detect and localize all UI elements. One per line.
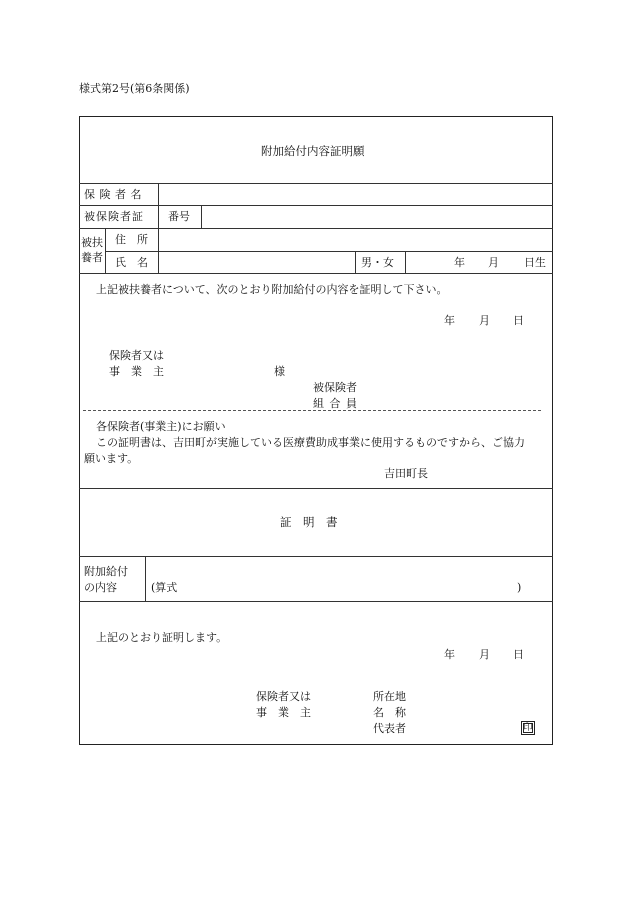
divider xyxy=(79,488,553,489)
calc-open: (算式 xyxy=(151,581,178,594)
birth-month-label: 月 xyxy=(488,256,499,269)
certify-employer: 事 業 主 xyxy=(256,706,311,719)
divider xyxy=(79,205,553,206)
representative-label: 代表者 xyxy=(373,722,406,735)
column-divider xyxy=(158,183,159,273)
column-divider xyxy=(405,251,406,273)
divider xyxy=(79,183,553,184)
certify-day: 日 xyxy=(513,648,524,661)
request-year: 年 xyxy=(444,314,455,327)
seal-char: 印 xyxy=(523,723,533,733)
insured-card-label: 被保険者証 xyxy=(84,210,144,223)
column-divider xyxy=(201,205,202,228)
certificate-title: 証 明 書 xyxy=(280,515,338,529)
gender-label: 男・女 xyxy=(361,256,394,269)
content-label: の内容 xyxy=(84,581,117,594)
column-divider xyxy=(105,228,106,273)
divider xyxy=(79,273,553,274)
dashed-divider xyxy=(83,410,541,411)
seal-stamp-icon xyxy=(521,721,535,735)
divider xyxy=(79,228,553,229)
certify-month: 月 xyxy=(479,648,490,661)
insurer-or-label: 保険者又は xyxy=(109,349,164,362)
union-member-label: 組 合 員 xyxy=(313,397,358,410)
dependent-label: 養者 xyxy=(81,251,103,264)
divider xyxy=(79,601,553,602)
notice-line: 願います。 xyxy=(84,452,139,465)
content-label: 附加給付 xyxy=(84,565,128,578)
request-day: 日 xyxy=(513,314,524,327)
form-title: 附加給付内容証明願 xyxy=(261,144,365,158)
request-text: 上記被扶養者について、次のとおり附加給付の内容を証明して下さい。 xyxy=(96,283,448,296)
insured-person-label: 被保険者 xyxy=(313,381,357,394)
certify-insurer-or: 保険者又は xyxy=(256,690,311,703)
birth-day-label: 日生 xyxy=(524,256,546,269)
column-divider xyxy=(355,251,356,273)
column-divider xyxy=(145,556,146,601)
name-title-label: 名 称 xyxy=(373,706,406,719)
address-label: 住 所 xyxy=(115,233,148,246)
notice-signer: 吉田町長 xyxy=(384,467,428,480)
certify-year: 年 xyxy=(444,648,455,661)
location-label: 所在地 xyxy=(373,690,406,703)
divider xyxy=(79,556,553,557)
insurer-name-label: 保 険 者 名 xyxy=(84,188,142,201)
certify-text: 上記のとおり証明します。 xyxy=(96,631,228,644)
dependent-label: 被扶 xyxy=(81,236,103,249)
number-label: 番号 xyxy=(168,210,190,223)
name-label: 氏 名 xyxy=(115,256,148,269)
form-number: 様式第2号(第6条関係) xyxy=(79,82,190,95)
employer-label: 事 業 主 xyxy=(109,365,164,378)
notice-line: この証明書は、吉田町が実施している医療費助成事業に使用するものですから、ご協力 xyxy=(96,436,525,449)
request-month: 月 xyxy=(479,314,490,327)
calc-close: ) xyxy=(517,581,522,594)
divider xyxy=(105,251,553,252)
birth-year-label: 年 xyxy=(454,256,465,269)
notice-heading: 各保険者(事業主)にお願い xyxy=(96,420,226,433)
honorific-label: 様 xyxy=(274,365,285,378)
